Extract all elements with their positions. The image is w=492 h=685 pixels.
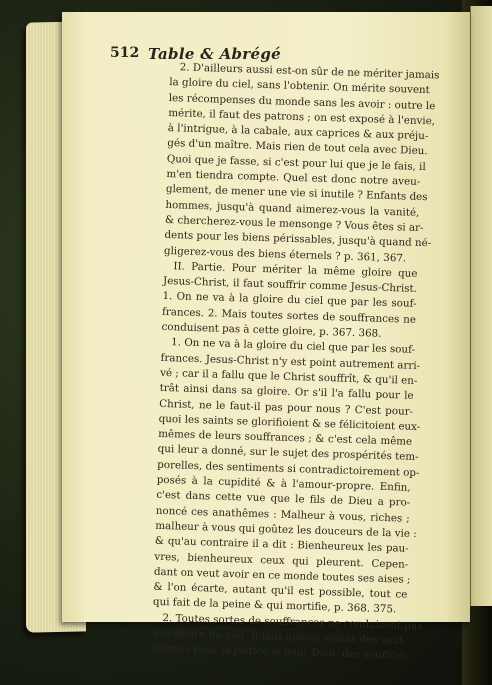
text-line: II. Partie. Pour mériter la même gloire que	[173, 260, 418, 280]
text-line: mérite, il faut des patrons ; on est exposé à l'envie,	[168, 106, 436, 128]
text-line: frances pour la justice & pour Dieu, des souffran-	[151, 641, 411, 663]
text-line: malheur à vous qui goûtez les douceurs de la vie :	[155, 519, 417, 540]
text-line: 2. D'ailleurs aussi est-on sûr de ne mériter jamais	[179, 61, 440, 82]
text-line: gés d'un maître. Mais rien de tout cela avec Dieu.	[167, 137, 428, 158]
text-line: frances. 2. Mais toutes sortes de souffrances ne	[161, 305, 417, 326]
text-line: 1. On ne va à la gloire du ciel que par les souf-	[170, 336, 416, 357]
text-line: porelles, des sentiments si contradictoirement op-	[157, 458, 420, 479]
text-line: noncé ces anathêmes : Malheur à vous, riches ;	[155, 504, 410, 525]
text-line: qui leur a donné, sur le sujet des prospérités tem-	[157, 443, 419, 464]
text-line: qui fait de la peine & qui mortifie, p. 368. 375.	[152, 596, 397, 616]
text-line: dents pour les biens périssables, jusqu'à quand né-	[164, 229, 432, 250]
body-text	[151, 60, 440, 664]
page-header	[110, 45, 470, 65]
text-line: hommes, jusqu'à quand aimerez-vous la vanité,	[165, 198, 420, 219]
text-line: glement, de mener une vie si inutile ? Enfants des	[165, 183, 428, 204]
text-line: 1. On ne va à la gloire du ciel que par les souf-	[162, 290, 417, 311]
text-line: & chercherez-vous le mensonge ? Vous êtes si ar-	[164, 213, 424, 235]
text-line: Quoi que je fasse, si c'est pour lui que je le fais, il	[166, 152, 426, 173]
text-line: gligerez-vous des biens éternels ? p. 361, 367.	[163, 244, 407, 265]
running-head: Table & Abrégé	[148, 45, 281, 63]
page-number: 512	[110, 45, 140, 61]
text-line: & l'on écarte, autant qu'il est possible, tout ce	[153, 580, 408, 601]
text-line: vres, bienheureux ceux qui pleurent. Cepen-	[154, 550, 409, 571]
text-line: Jesus-Christ, il faut souffrir comme Jesus-Christ.	[162, 275, 418, 296]
text-line: trât ainsi dans sa gloire. Or s'il l'a fallu pour le	[159, 382, 414, 403]
text-line: Christ, ne le faut-il pas pour nous ? C'est pour-	[159, 397, 414, 418]
text-line: dant on veut avoir en ce monde toutes ses aises ;	[153, 565, 411, 586]
text-line: frances. Jesus-Christ n'y est point autrement arri-	[160, 351, 421, 372]
text-line: & qu'au contraire il a dit : Bienheureux les pau-	[154, 534, 409, 555]
text-line: m'en tiendra compte. Quel est donc notre aveu-	[166, 168, 421, 188]
text-line: conduisent pas à cette gloire, p. 367. 368.	[161, 320, 382, 340]
text-line: vé ; car il a fallu que le Christ souffrît, & qu'il en-	[159, 366, 418, 387]
facing-page-edge	[470, 6, 492, 606]
text-line: c'est dans cette vue que le fils de Dieu a pro-	[156, 489, 411, 510]
text-line: posés à la cupidité & à l'amour-propre. Enfin,	[156, 473, 411, 494]
text-line: quoi les saints se glorifioient & se félicitoient eux-	[158, 412, 421, 433]
text-line: à la gloire du ciel. Il faut que ce soient des souf-	[151, 626, 407, 647]
text-line: mêmes de leurs souffrances ; & c'est cela même	[158, 427, 413, 448]
text-line: à l'intrigue, à la cabale, aux caprices & aux préju-	[167, 122, 429, 143]
text-line: la gloire du ciel, sans l'obtenir. On mérite souvent	[169, 76, 430, 97]
text-line: les récompenses du monde sans les avoir : outre le	[168, 91, 436, 112]
text-line: 2. Toutes sortes de souffrances ne conduisent pas	[162, 611, 423, 632]
